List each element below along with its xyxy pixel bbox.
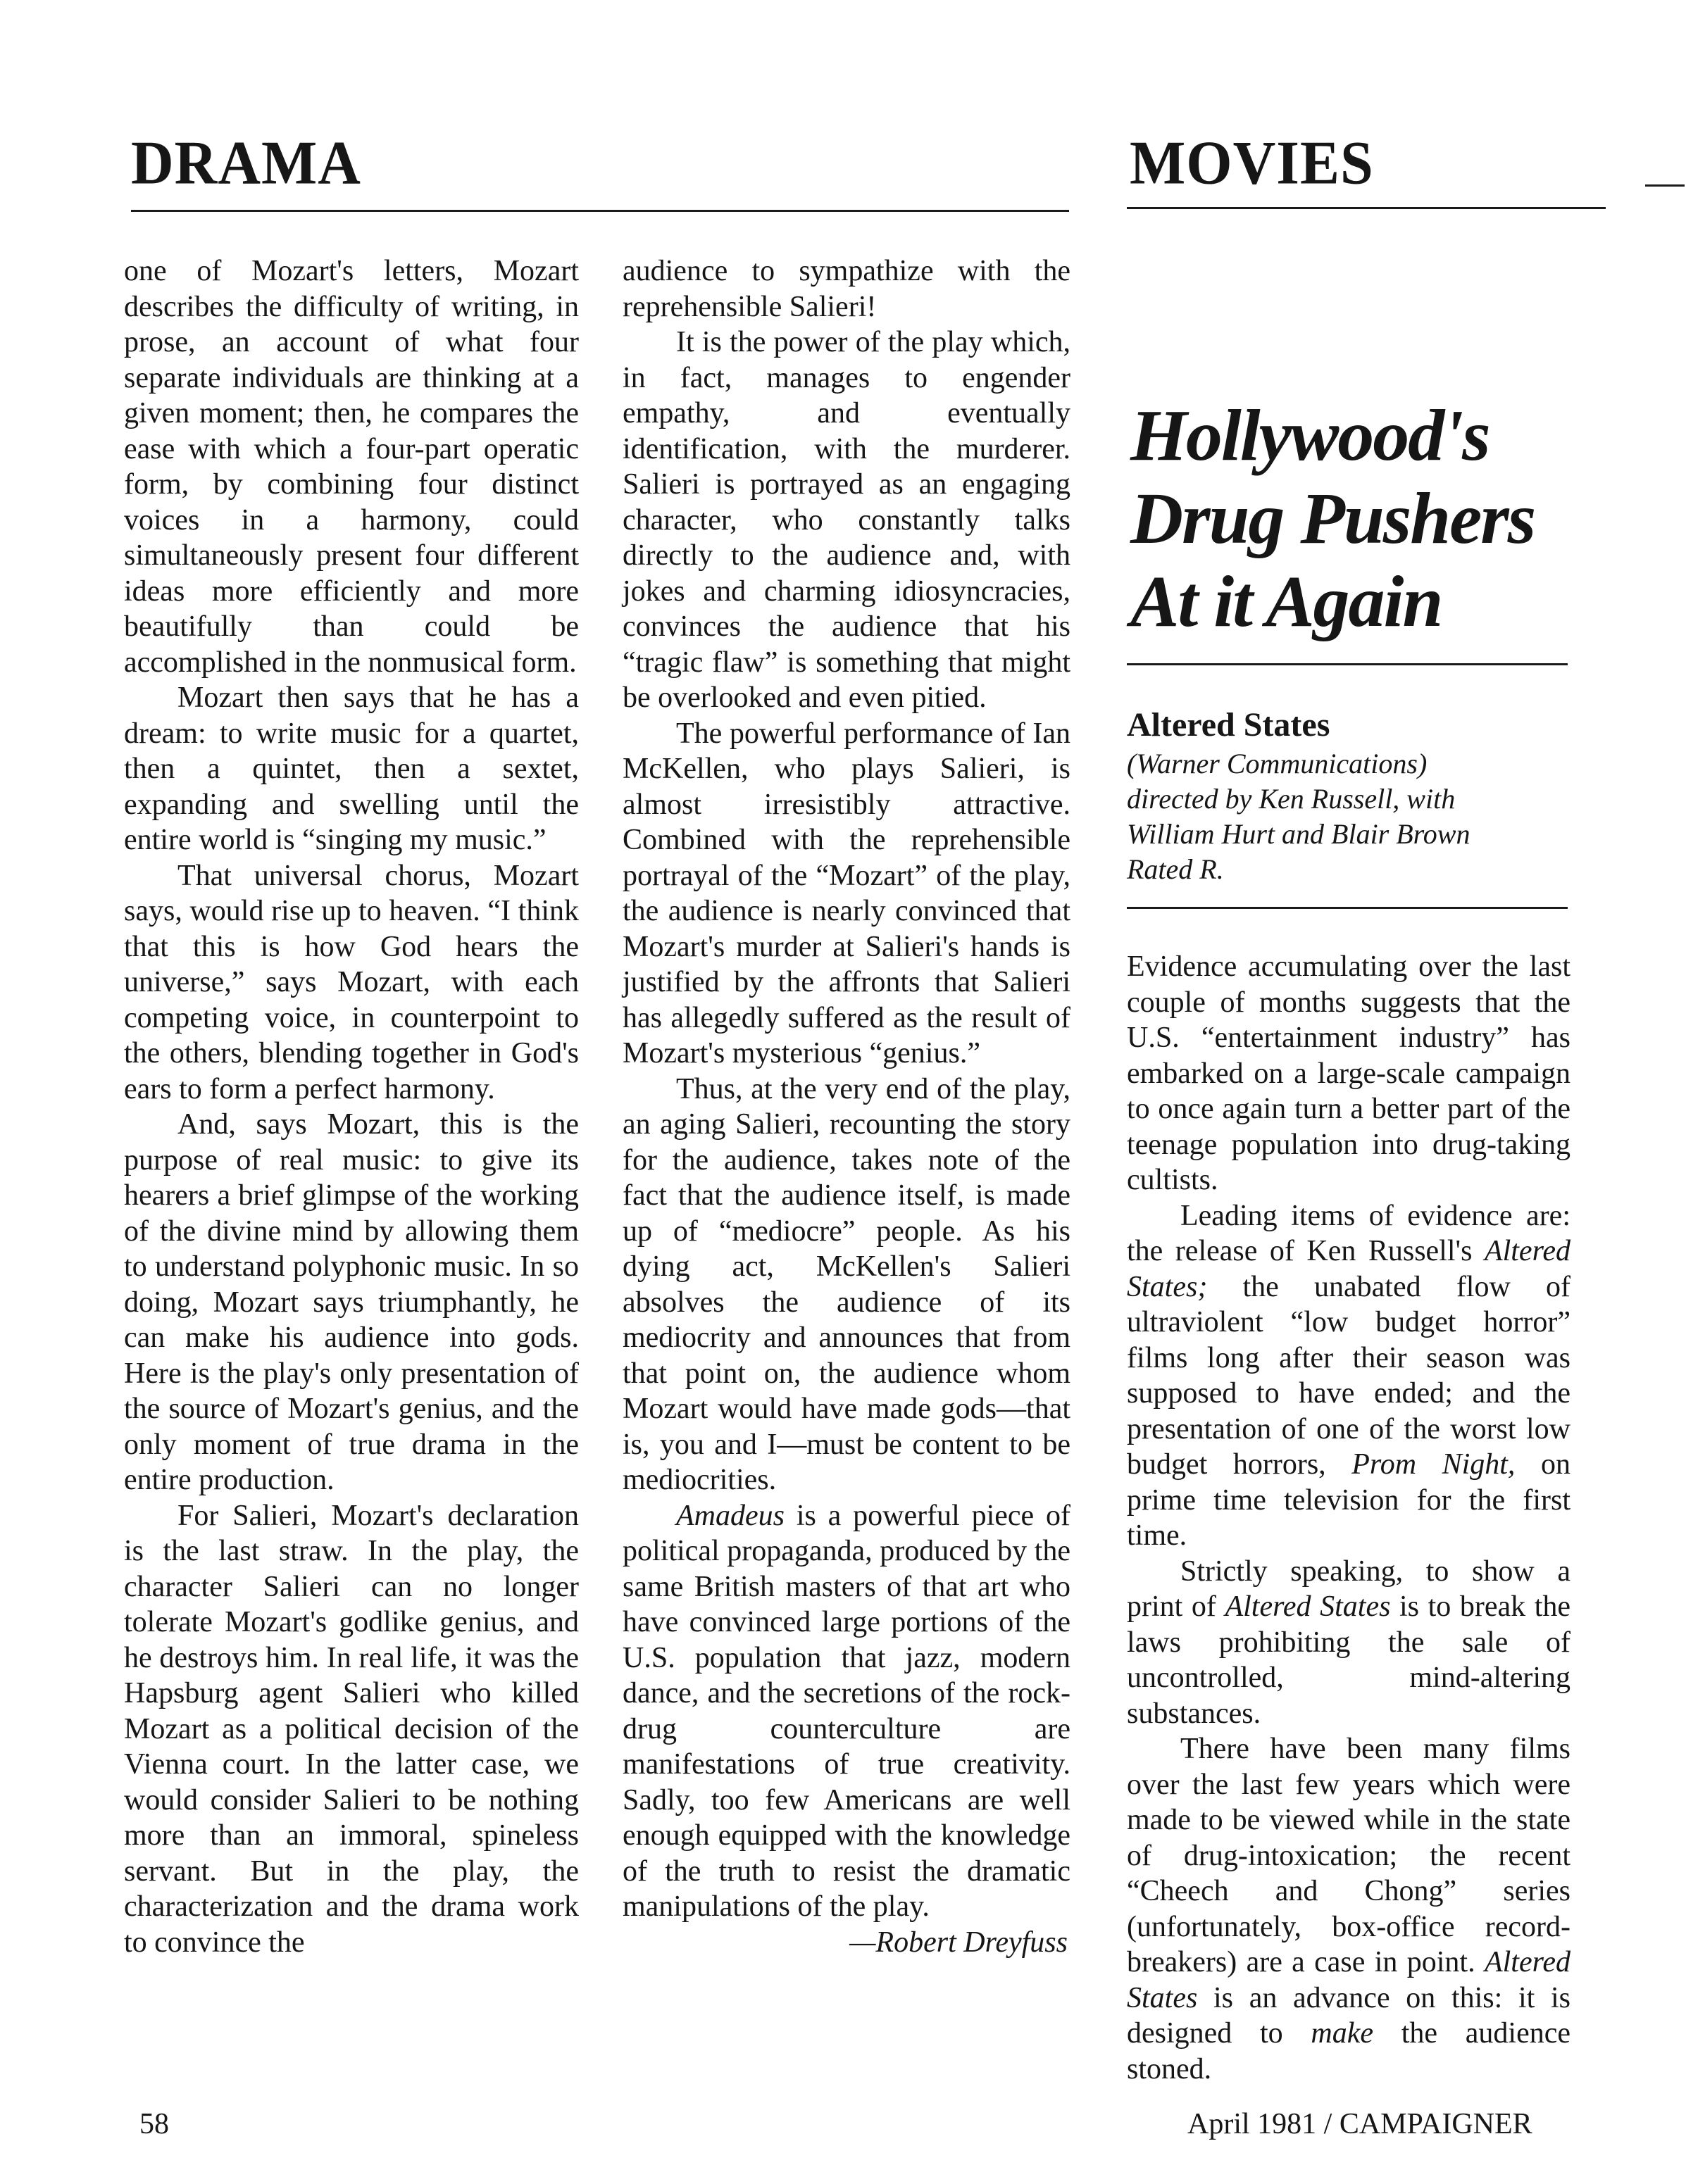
headline-rule-bottom bbox=[1127, 663, 1568, 665]
credits-rule-bottom bbox=[1127, 907, 1568, 909]
paragraph: And, says Mozart, this is the purpose of real music: to give its hearers a brief glimpse of the working of the divine mind by allowing them to understand polyphonic music. In so doing, Mozart says triumphantly, he can make his audience into gods. Here is the play's only presentation of the source of Mozart's genius, and the only moment of true drama in the entire production. bbox=[124, 1108, 579, 1496]
headline-line: Drug Pushers bbox=[1130, 478, 1535, 559]
drama-header-rule bbox=[131, 210, 1069, 212]
paragraph: Strictly speaking, to show a print of Altered States is to break the laws prohibiting the sale of uncontrolled, mind-altering substances. bbox=[1127, 1555, 1571, 1730]
drama-column-2 bbox=[623, 253, 1070, 1960]
paragraph: There have been many films over the last few years which were made to be viewed while in the state of drug-intoxication; the recent “Cheech and Chong” series (unfortunately, box-office record-breakers) are a case in point. Altered States is an advance on this: it is designed to make the audience stoned. bbox=[1127, 1733, 1571, 2085]
drama-column-1 bbox=[124, 253, 579, 1960]
section-title-drama: DRAMA bbox=[131, 128, 361, 198]
paragraph: Mozart then says that he has a dream: to write music for a quartet, then a quintet, then a sextet, expanding and swelling until the entire world is “singing my music.” bbox=[124, 682, 579, 856]
issue-line: April 1981 / CAMPAIGNER bbox=[1187, 2108, 1532, 2140]
credit-line: (Warner Communications) bbox=[1127, 748, 1428, 779]
movies-column bbox=[1127, 949, 1571, 2087]
paragraph: The powerful performance of Ian McKellen, who plays Salieri, is almost irresistibly attractive. Combined with the reprehensible portrayal of the “Mozart” of the play, the audience is nearly convinced that Mozart's murder at Salieri's hands is justified by the affronts that Salieri has allegedly suffered as the result of Mozart's mysterious “genius.” bbox=[623, 717, 1070, 1069]
paragraph: That universal chorus, Mozart says, would rise up to heaven. “I think that this is how God hears the universe,” says Mozart, with each competing voice, in counterpoint to the others, blending together in God's ears to form a perfect harmony. bbox=[124, 859, 579, 1105]
headline-line: Hollywood's bbox=[1130, 395, 1490, 476]
movies-header-rule bbox=[1127, 207, 1606, 209]
paragraph: Thus, at the very end of the play, an aging Salieri, recounting the story for the audience, takes note of the fact that the audience itself, is made up of “mediocre” people. As his dying act, McKellen's Salieri absolves the audience of its mediocrity and announces that from that point on, the audience whom Mozart would have made gods—that is, you and I—must be content to be mediocrities. bbox=[623, 1072, 1070, 1496]
credit-line: William Hurt and Blair Brown bbox=[1127, 818, 1470, 850]
paragraph: audience to sympathize with the reprehensible Salieri! bbox=[623, 255, 1070, 323]
paragraph: Leading items of evidence are: the release of Ken Russell's Altered States; the unabated flow of ultraviolent “low budget horror” films long after their season was supposed to have ended; and the presentation of one of the worst low budget horrors, Prom Night, on prime time television for the first time. bbox=[1127, 1199, 1571, 1552]
film-credits bbox=[1127, 704, 1578, 887]
edge-rule bbox=[1645, 184, 1685, 187]
article-headline bbox=[1130, 394, 1581, 644]
author-signature: —Robert Dreyfuss bbox=[849, 1926, 1068, 1959]
credit-line: Rated R. bbox=[1127, 853, 1224, 885]
paragraph: It is the power of the play which, in fact, manages to engender empathy, and eventually identification, with the murderer. Salieri is portrayed as an engaging character, who constantly talks directly to the audience and, with jokes and charming idiosyncracies, convinces the audience that his “tragic flaw” is something that might be overlooked and even pitied. bbox=[623, 326, 1070, 714]
film-title: Altered States bbox=[1127, 706, 1330, 743]
paragraph: Evidence accumulating over the last couple of months suggests that the U.S. “entertainment industry” has embarked on a large-scale campaign to once again turn a better part of the teenage population into drug-taking cultists. bbox=[1127, 950, 1571, 1196]
section-title-movies: MOVIES bbox=[1130, 128, 1374, 198]
credit-line: directed by Ken Russell, with bbox=[1127, 783, 1456, 815]
paragraph: For Salieri, Mozart's declaration is the last straw. In the play, the character Salieri can no longer tolerate Mozart's godlike genius, and he destroys him. In real life, it was the Hapsburg agent Salieri who killed Mozart as a political decision of the Vienna court. In the latter case, we would consider Salieri to be nothing more than an immoral, spineless servant. But in the play, the characterization and the drama work to convince the bbox=[124, 1499, 579, 1959]
paragraph: Amadeus is a powerful piece of political propaganda, produced by the same British masters of that art who have convinced large portions of the U.S. population that jazz, modern dance, and the secretions of the rock-drug counterculture are manifestations of true creativity. Sadly, too few Americans are well enough equipped with the knowledge of the truth to resist the dramatic manipulations of the play. bbox=[623, 1499, 1071, 1923]
play-title: Amadeus bbox=[676, 1499, 785, 1532]
paragraph: one of Mozart's letters, Mozart describes the difficulty of writing, in prose, an account of what four separate individuals are thinking at a given moment; then, he compares the ease with which a four-part operatic form, by combining four distinct voices in a harmony, could simultaneously present four different ideas more efficiently and more beautifully than could be accomplished in the nonmusical form. bbox=[124, 255, 579, 679]
headline-line: At it Again bbox=[1130, 561, 1442, 642]
page-number: 58 bbox=[139, 2108, 169, 2140]
